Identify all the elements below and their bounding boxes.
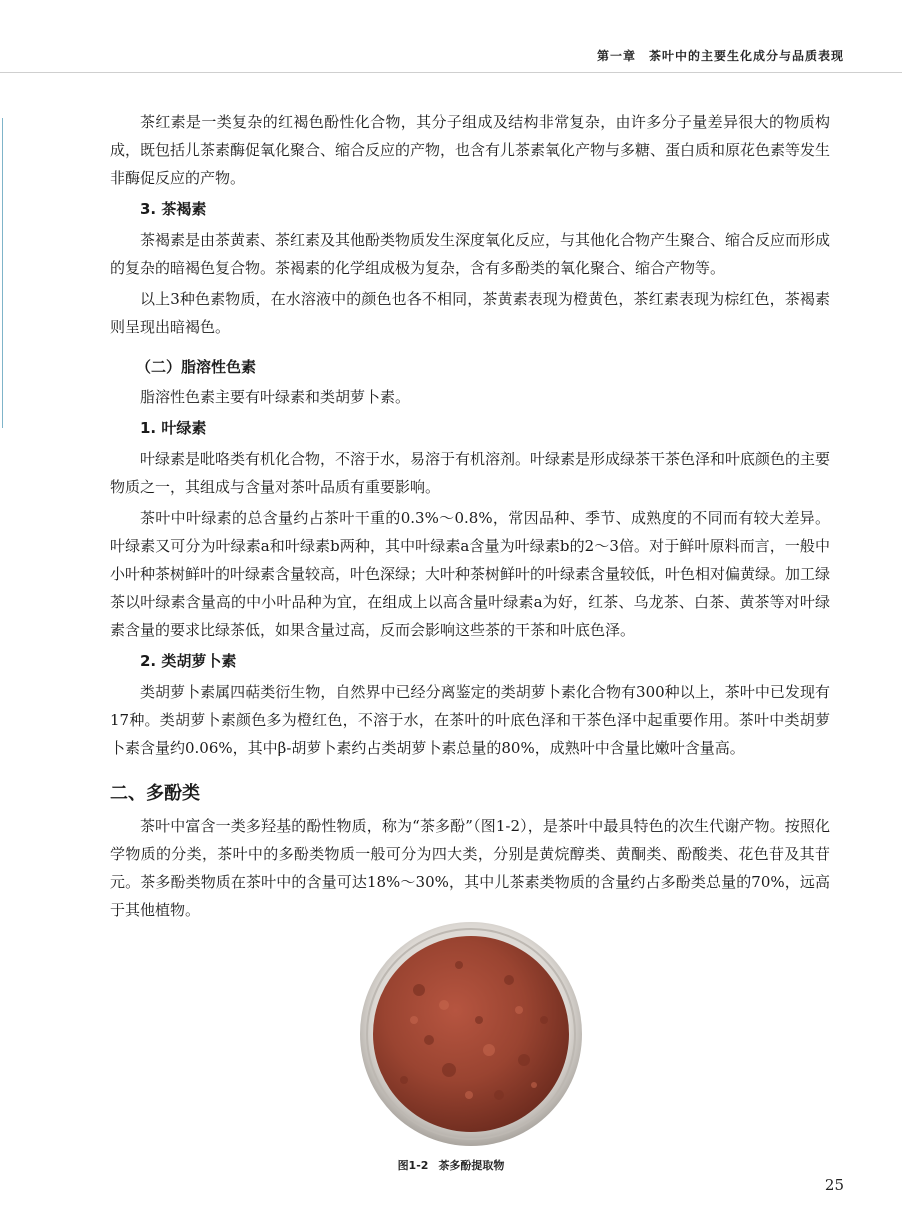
header-rule bbox=[0, 72, 902, 73]
tea-polyphenol-extract-image bbox=[359, 920, 584, 1148]
paragraph-carotenoid: 类胡萝卜素属四萜类衍生物，自然界中已经分离鉴定的类胡萝卜素化合物有300种以上，茶叶中已发现有17种。类胡萝卜素颜色多为橙红色，不溶于水，在茶叶的叶底色泽和干茶色泽中起重要作用。茶叶中类胡萝卜素含量约0.06%，其中β-胡萝卜素约占类胡萝卜素总量的80%，成熟叶中含量比嫩叶含量高。 bbox=[110, 683, 830, 757]
page-number: 25 bbox=[824, 1176, 844, 1194]
heading-carotenoid: 2. 类胡萝卜素 bbox=[140, 652, 237, 670]
paragraph-chahesu: 茶褐素是由茶黄素、茶红素及其他酚类物质发生深度氧化反应，与其他化合物产生聚合、缩合反应而形成的复杂的暗褐色复合物。茶褐素的化学组成极为复杂，含有多酚类的氧化聚合、缩合产物等。 bbox=[110, 231, 831, 277]
chapter-header: 第一章 茶叶中的主要生化成分与品质表现 bbox=[596, 49, 844, 63]
heading-polyphenols: 二、多酚类 bbox=[110, 783, 200, 804]
paragraph-chlorophyll-1: 叶绿素是吡咯类有机化合物，不溶于水，易溶于有机溶剂。叶绿素是形成绿茶干茶色泽和叶底颜色的主要物质之一，其组成与含量对茶叶品质有重要影响。 bbox=[110, 450, 831, 496]
figure-caption-text: 茶多酚提取物 bbox=[438, 1159, 505, 1172]
heading-liposoluble-pigments: （二）脂溶性色素 bbox=[136, 358, 257, 376]
heading-chlorophyll: 1. 叶绿素 bbox=[140, 419, 207, 437]
paragraph-polyphenols: 茶叶中富含一类多羟基的酚性物质，称为“茶多酚”（图1-2），是茶叶中最具特色的次生代谢产物。按照化学物质的分类，茶叶中的多酚类物质一般可分为四大类，分别是黄烷醇类、黄酮类、酚酸类、花色苷及其苷元。茶多酚类物质在茶叶中的含量可达18%～30%，其中儿茶素类物质的含量约占多酚类总量的70%，远高于其他植物。 bbox=[110, 817, 830, 919]
figure-caption bbox=[0, 1157, 902, 1173]
page-body bbox=[110, 108, 830, 927]
figure-label: 图1-2 bbox=[397, 1159, 429, 1172]
paragraph-liposoluble: 脂溶性色素主要有叶绿素和类胡萝卜素。 bbox=[140, 388, 411, 406]
paragraph-three-pigments: 以上3种色素物质，在水溶液中的颜色也各不相同，茶黄素表现为橙黄色，茶红素表现为棕红色，茶褐素则呈现出暗褐色。 bbox=[110, 290, 830, 336]
margin-line bbox=[2, 118, 3, 428]
heading-chahesu: 3. 茶褐素 bbox=[140, 200, 207, 218]
paragraph-chlorophyll-2: 茶叶中叶绿素的总含量约占茶叶干重的0.3%～0.8%，常因品种、季节、成熟度的不同而有较大差异。叶绿素又可分为叶绿素a和叶绿素b两种，其中叶绿素a含量为叶绿素b的2～3倍。对于鲜叶原料而言，一般中小叶种茶树鲜叶的叶绿素含量较高，叶色深绿；大叶种茶树鲜叶的叶绿素含量较低，叶色相对偏黄绿。加工绿茶以叶绿素含量高的中小叶品种为宜，在组成上以高含量叶绿素a为好，红茶、乌龙茶、白茶、黄茶等对叶绿素含量的要求比绿茶低，如果含量过高，反而会影响这些茶的干茶和叶底色泽。 bbox=[110, 509, 831, 639]
paragraph-intro: 茶红素是一类复杂的红褐色酚性化合物，其分子组成及结构非常复杂，由许多分子量差异很大的物质构成，既包括儿茶素酶促氧化聚合、缩合反应的产物，也含有儿茶素氧化产物与多糖、蛋白质和原花色素等发生非酶促反应的产物。 bbox=[110, 113, 831, 187]
